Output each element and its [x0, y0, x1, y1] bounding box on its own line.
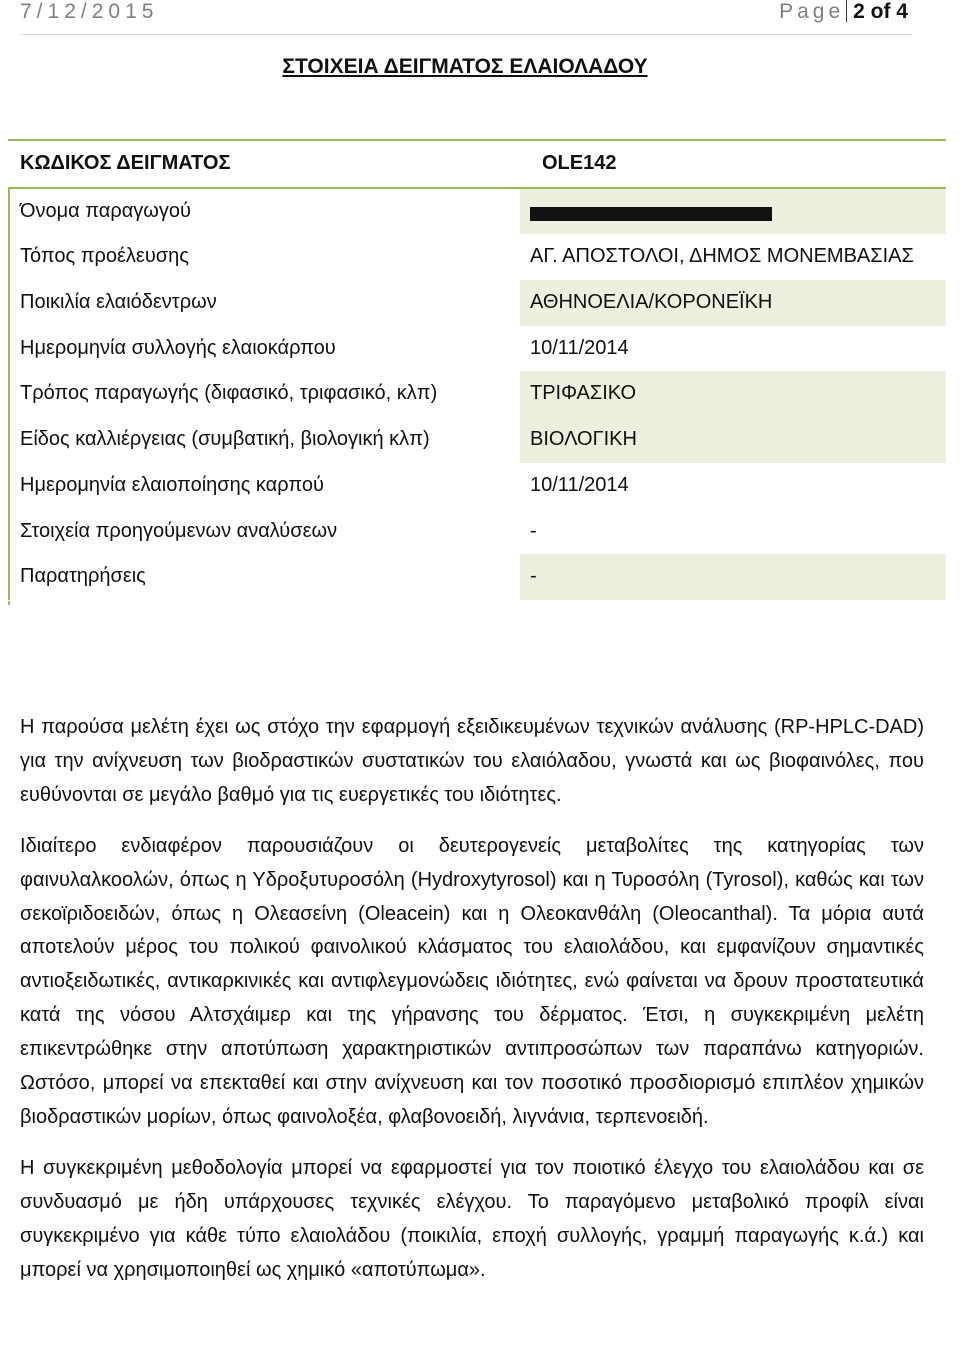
header-page-separator — [846, 0, 847, 22]
table-row-milling-date — [8, 463, 946, 509]
row-label: ΚΩΔΙΚΟΣ ΔΕΙΓΜΑΤΟΣ — [20, 152, 231, 174]
row-value: - — [520, 554, 946, 600]
table-row-production-method — [8, 371, 946, 417]
row-value: 10/11/2014 — [530, 473, 629, 496]
paragraph: Ιδιαίτερο ενδιαφέρον παρουσιάζουν οι δευτερογενείς μεταβολίτες της κατηγορίας των φαινυλαλκοολών, όπως η Υδροξυτυροσόλη (Hydroxytyrosol) και η Τυροσόλη (Tyrosol), καθώς και των σεκοϊριδοειδών, όπως η Ολεασείνη (Oleacein) και η Ολεοκανθάλη (Oleocanthal). Τα μόρια αυτά αποτελούν μέρος του πολικού φαινολικού κλάσματος του ελαιολάδου, και εμφανίζουν σημαντικές αντιοξειδωτικές, αντικαρκινικές και αντιφλεγμονώδεις ιδιότητες, ενώ φαίνεται να δρουν προστατευτικά κατά της νόσου Αλτσχάιμερ και της γήρανσης του δέρματος. Έτσι, η συγκεκριμένη μελέτη επικεντρώθηκε στην αποτύπωση χαρακτηριστικών αντιπροσώπων των παραπάνω κατηγοριών. Ωστόσο, μπορεί να επεκταθεί και στην ανίχνευση και τον ποσοτικό προσδιορισμό επιπλέον χημικών βιοδραστικών μορίων, όπως φαινολοξέα, φλαβονοειδή, λιγνάνια, τερπενοειδή. — [20, 834, 924, 1128]
table-row-previous-analyses — [8, 509, 946, 555]
row-label: Ποικιλία ελαιόδεντρων — [20, 291, 217, 314]
row-label: Στοιχεία προηγούμενων αναλύσεων — [20, 519, 338, 542]
table-row-sample-code — [8, 139, 946, 189]
header-date: 7/12/2015 — [20, 0, 159, 23]
header-page-indicator — [779, 0, 908, 24]
document-title: ΣΤΟΙΧΕΙΑ ΔΕΙΓΜΑΤΟΣ ΕΛΑΙΟΛΑΔΟΥ — [282, 55, 648, 78]
row-label: Όνομα παραγωγού — [20, 199, 191, 222]
row-value: ΑΓ. ΑΠΟΣΤΟΛΟΙ, ΔΗΜΟΣ ΜΟΝΕΜΒΑΣΙΑΣ — [530, 245, 914, 268]
row-value: ΤΡΙΦΑΣΙΚΟ — [520, 371, 946, 417]
row-value: OLE142 — [542, 152, 617, 174]
row-value: ΑΘΗΝΟΕΛΙΑ/ΚΟΡΟΝΕΪΚΗ — [520, 280, 946, 326]
row-label: Ημερομηνία ελαιοποίησης καρπού — [20, 473, 324, 496]
row-value: - — [530, 519, 537, 542]
paragraph: Η παρούσα μελέτη έχει ως στόχο την εφαρμογή εξειδικευμένων τεχνικών ανάλυσης (RP-HPLC-DAD) για την ανίχνευση των βιοδραστικών συστατικών του ελαιόλαδου, γνωστά και ως βιοφαινόλες, που ευθύνονται σε μεγάλο βαθμό για τις ευεργετικές του ιδιότητες. — [20, 716, 924, 806]
table-row-producer — [8, 189, 946, 235]
row-value: 10/11/2014 — [530, 336, 629, 359]
table-row-harvest-date — [8, 326, 946, 372]
table-row-origin — [8, 234, 946, 280]
header-page-number: 2 of 4 — [853, 0, 908, 23]
redaction-bar — [530, 207, 772, 221]
sample-details-table — [8, 139, 946, 601]
table-row-variety — [8, 280, 946, 326]
paragraph: Η συγκεκριμένη μεθοδολογία μπορεί να εφαρμοστεί για τον ποιοτικό έλεγχο του ελαιολάδου και σε συνδυασμό με ήδη υπάρχουσες τεχνικές ελέγχου. Το παραγόμενο μεταβολικό προφίλ είναι συγκεκριμένο για κάθε τύπο ελαιολάδου (ποικιλία, εποχή συλλογής, γραμμή παραγωγής κ.ά.) και μπορεί να χρησιμοποιηθεί ως χημικό «αποτύπωμα». — [20, 1156, 924, 1281]
header-page-word: Page — [779, 0, 845, 23]
table-row-remarks — [8, 554, 946, 601]
row-label: Παρατηρήσεις — [20, 565, 146, 588]
row-value-redacted — [520, 189, 946, 235]
row-label: Τόπος προέλευσης — [20, 245, 189, 268]
study-description — [20, 711, 924, 1305]
row-value: ΒΙΟΛΟΓΙΚΗ — [520, 417, 946, 463]
row-label: Ημερομηνία συλλογής ελαιοκάρπου — [20, 336, 336, 359]
table-row-cultivation-type — [8, 417, 946, 463]
page-header — [20, 0, 912, 35]
row-label: Τρόπος παραγωγής (διφασικό, τριφασικό, κλπ) — [20, 382, 438, 405]
row-label: Είδος καλλιέργειας (συμβατική, βιολογική κλπ) — [20, 428, 430, 451]
